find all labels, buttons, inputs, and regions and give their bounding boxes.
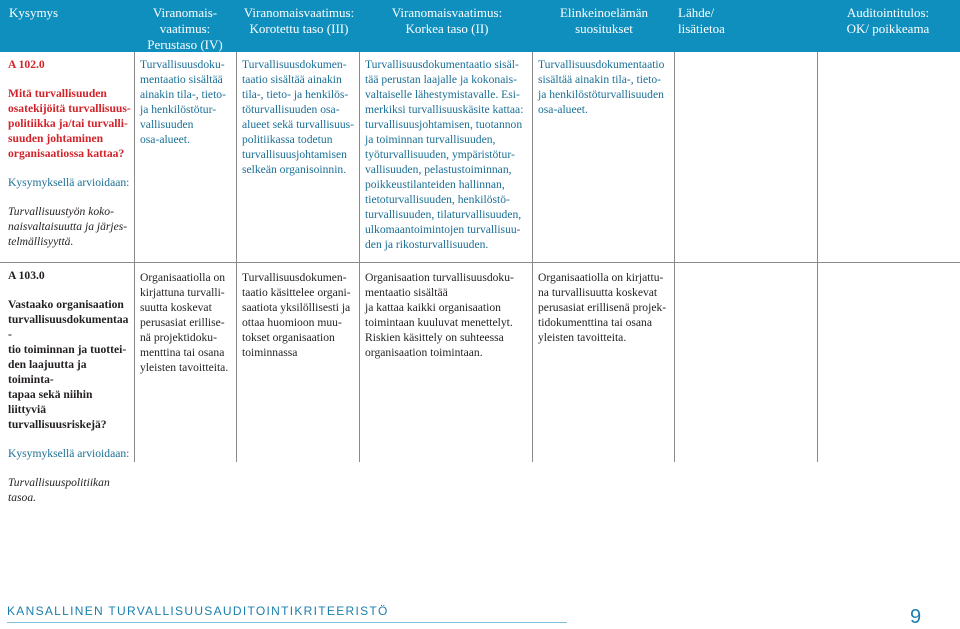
table-header-row [0,0,960,52]
evaluation-text: Turvallisuustyön koko- naisvaltaisuutta ja järjes- telmällisyyttä. [8,205,128,248]
evaluation-text: Turvallisuuspolitiikan tasoa. [8,476,110,504]
header-suositukset: Elinkeinoelämän suositukset [559,5,649,36]
footer-title: KANSALLINEN TURVALLISUUSAUDITOINTIKRITEERISTÖ [7,604,389,618]
row-divider [0,262,960,263]
korotettu-taso-cell: Turvallisuusdokumen- taatio käsittelee organi- saatiota yksilöllisesti ja ottaa huomioon muu- tokset organisaation toiminnassa [242,271,351,359]
korkea-taso-cell: Turvallisuusdokumentaatio sisäl- tää perustan laajalle ja kokonais- valtaiselle lähestymistavalle. Esi- merkiksi turvallisuuskäsite kattaa: turvallisuusjohtamisen, tuotannon ja toiminnan turvallisuuden, työturvallisuuden, ympäristötur- vallisuuden, pelastustoiminnan, poikkeustilanteiden hallinnan, tietoturvallisuuden, henkilöstö- turvallisuuden, tilaturvallisuuden, ulkomaantoimintojen turvallisuu- den ja rikosturvallisuuden. [365,58,524,251]
question-id: A 103.0 [8,269,45,282]
header-korotettu-taso: Viranomaisvaatimus: Korotettu taso (III) [243,5,355,36]
column-divider [236,52,237,462]
header-kysymys: Kysymys [9,5,59,20]
header-perustaso: Viranomais- vaatimus: Perustaso (IV) [147,5,223,52]
header-auditointitulos: Auditointitulos: OK/ poikkeama [846,5,930,36]
korotettu-taso-cell: Turvallisuusdokumen- taatio sisältää ainakin tila-, tieto- ja henkilös- töturvallisuuden osa- alueet sekä turvallisuus- politiikassa todetun turvallisuusjohtamisen selkeän organisoinnin. [242,58,355,176]
column-divider [359,52,360,462]
footer-rule [7,622,567,623]
evaluation-label: Kysymyksellä arvioidaan: [8,176,130,189]
question-id: A 102.0 [8,58,45,71]
column-divider [532,52,533,462]
korkea-taso-cell: Organisaation turvallisuusdoku- mentaatio sisältää ja kattaa kaikki organisaation toimintaan kuuluvat menettelyt. Riskien käsittely on suhteessa organisaation toimintaan. [365,271,514,359]
column-divider [817,52,818,462]
page-number: 9 [910,606,922,628]
question-text: Mitä turvallisuuden osatekijöitä turvallisuus- politiikka ja/tai turvalli- suuden johtaminen organisaatiossa kattaa? [8,87,131,160]
question-cell [8,57,132,249]
evaluation-label: Kysymyksellä arvioidaan: [8,447,130,460]
column-divider [134,52,135,462]
column-divider [674,52,675,462]
header-korkea-taso: Viranomaisvaatimus: Korkea taso (II) [391,5,503,36]
suositukset-cell: Organisaatiolla on kirjattu- na turvallisuutta koskevat perusasiat erillisenä projek- tidokumenttina tai osana yleisten tavoitteita. [538,271,667,344]
question-cell [8,268,132,505]
perustaso-cell: Turvallisuusdoku- mentaatio sisältää ainakin tila-, tieto- ja henkilöstötur- vallisuuden osa-alueet. [140,58,226,146]
suositukset-cell: Turvallisuusdokumentaatio sisältää ainakin tila-, tieto- ja henkilöstöturvallisuuden osa-alueet. [538,58,665,116]
header-lahde: Lähde/ lisätietoa [678,5,725,36]
perustaso-cell: Organisaatiolla on kirjattuna turvalli- suutta koskevat perusasiat erillise- nä projektidoku- menttina tai osana yleisten tavoitteita. [140,271,229,374]
question-text: Vastaako organisaation turvallisuusdokumentaa- tio toiminnan ja tuottei- den laajuutta ja toiminta- tapaa sekä niihin liittyviä turvallisuusriskejä? [8,298,129,431]
